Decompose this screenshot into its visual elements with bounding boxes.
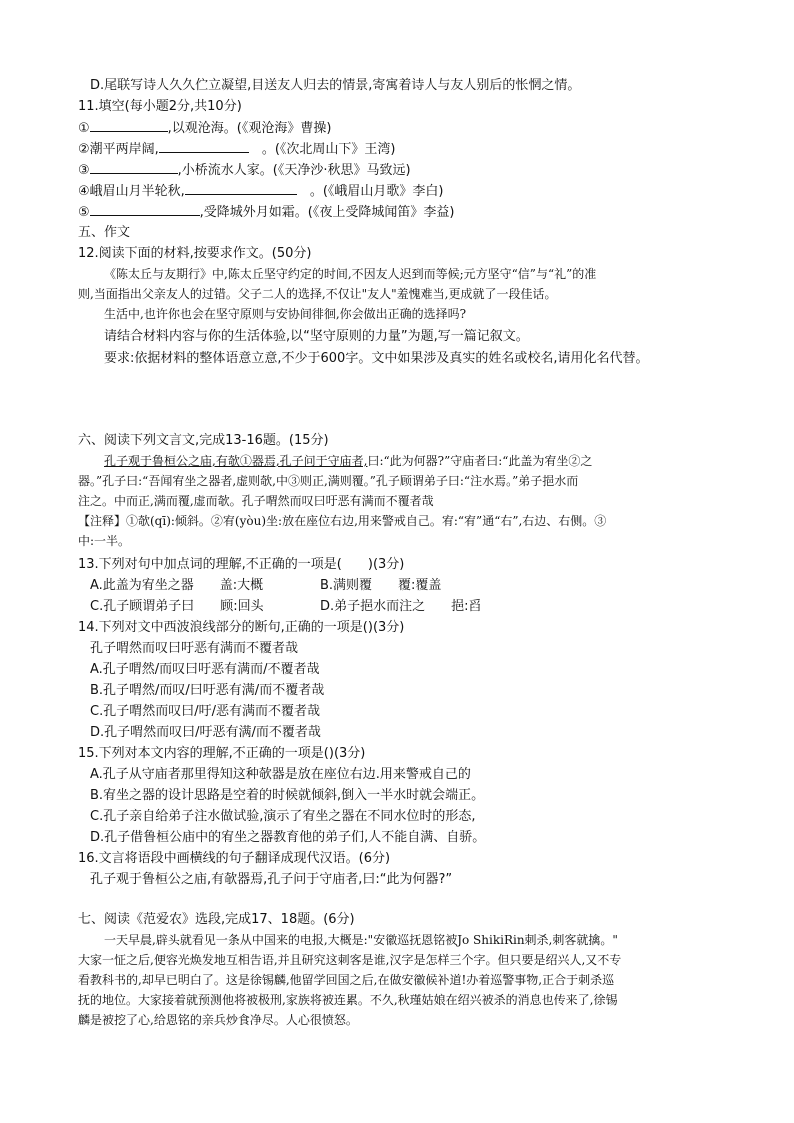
classical-text-line-1: 孔子观于鲁桓公之庙,有欹①器焉,孔子问于守庙者,曰:“此为何器?”守庙者曰:“此盖为宥坐②之 xyxy=(104,454,593,468)
q13-option-c: C.孔子顾谓弟子曰 顾:回头 xyxy=(90,599,264,614)
section-7-heading: 七、阅读《范爱农》选段,完成17、18题。(6分) xyxy=(78,912,355,927)
section-6-heading: 六、阅读下列文言文,完成13-16题。(15分) xyxy=(78,433,329,448)
q15-title: 15.下列对本文内容的理解,不正确的一项是()(3分) xyxy=(78,746,366,761)
q13-option-b: B.满则覆 覆:覆盖 xyxy=(320,578,442,593)
q15-option-a: A.孔子从守庙者那里得知这种欹器是放在座位右边.用来警戒自己的 xyxy=(90,767,471,782)
q13-option-a: A.此盖为宥坐之器 盖:大概 xyxy=(90,578,264,593)
q13-option-d: D.弟子挹水而注之 挹:舀 xyxy=(320,599,482,614)
answer-blank[interactable] xyxy=(90,161,178,174)
q14-option-b: B.孔子喟然/而叹/曰吁恶有满/而不覆者哉 xyxy=(90,683,325,698)
answer-blank[interactable] xyxy=(90,119,168,132)
q11-title: 11.填空(每小题2分,共10分) xyxy=(78,99,242,114)
passage-line-5: 麟是被挖了心,给恩铭的亲兵炒食净尽。人心很愤怒。 xyxy=(78,1013,358,1027)
q15-option-d: D.孔子借鲁桓公庙中的宥坐之器教育他的弟子们,人不能自满、自骄。 xyxy=(90,830,486,845)
answer-blank[interactable] xyxy=(185,182,297,195)
material-line-1: 《陈太丘与友期行》中,陈太丘坚守约定的时间,不因友人迟到而等候;元方坚守“信”与“礼”的准 xyxy=(104,267,597,281)
annotation-line-1: 【注释】①欹(qī):倾斜。②宥(yòu)坐:放在座位右边,用来警戒自己。宥:“宥”通“右”,右边、右侧。③ xyxy=(78,514,607,528)
material-line-3: 生活中,也许你也会在坚守原则与安协间徘徊,你会做出正确的选择吗? xyxy=(104,307,467,321)
q16-title: 16.文言将语段中画横线的句子翻译成现代汉语。(6分) xyxy=(78,851,391,866)
q15-option-c: C.孔子亲自给弟子注水做试验,演示了宥坐之器在不同水位时的形态, xyxy=(90,809,476,824)
q11-line-1: ① ,以观沧海。(《观沧海》曹操) xyxy=(78,121,332,136)
q11-line-2: ②潮平两岸阔, 。(《次北周山下》王湾) xyxy=(78,142,396,157)
q11-line-4: ④峨眉山月半轮秋, 。(《峨眉山月歌》李白) xyxy=(78,184,444,199)
material-line-2: 则,当面指出父亲友人的过错。父子二人的选择,不仅让"友人"羞愧难当,更成就了一段佳话。 xyxy=(78,287,557,301)
essay-requirements: 要求:依据材料的整体语意立意,不少于600字。文中如果涉及真实的姓名或校名,请用化名代替。 xyxy=(104,351,649,366)
q14-option-c: C.孔子喟然而叹曰/吁/恶有满而不覆者哉 xyxy=(90,704,320,719)
answer-blank[interactable] xyxy=(90,203,200,216)
passage-line-2: 大家一怔之后,便容光焕发地互相告语,并且研究这刺客是谁,汉字是怎样三个字。但只要是绍兴人,又不专 xyxy=(78,953,622,967)
passage-line-1: 一天早晨,辟头就看见一条从中国来的电报,大概是:"安徽巡抚恩铭被Jo ShikiRin刺杀,刺客就擒。" xyxy=(104,933,618,947)
q11-line-5: ⑤ ,受降城外月如霜。(《夜上受降城闻笛》李益) xyxy=(78,205,455,220)
q14-sentence: 孔子喟然而叹曰吁恶有满而不覆者哉 xyxy=(90,641,299,656)
q10-option-d: D.尾联写诗人久久伫立凝望,目送友人归去的情景,寄寓着诗人与友人别后的怅惘之情。 xyxy=(90,78,581,93)
q14-option-d: D.孔子喟然而叹曰/吁恶有满/而不覆者哉 xyxy=(90,725,321,740)
q13-title: 13.下列对句中加点词的理解,不正确的一项是( )(3分) xyxy=(78,557,405,572)
annotation-line-2: 中:一半。 xyxy=(78,534,131,548)
q12-title: 12.阅读下面的材料,按要求作文。(50分) xyxy=(78,246,312,261)
classical-text-line-3: 注之。中而正,满而覆,虚而欹。孔子喟然而叹曰吁恶有满而不覆者哉 xyxy=(78,494,434,508)
q14-title: 14.下列对文中西波浪线部分的断句,正确的一项是()(3分) xyxy=(78,620,405,635)
section-5-heading: 五、作文 xyxy=(78,225,131,240)
passage-line-4: 抚的地位。大家接着就预测他将被极刑,家族将被连累。不久,秋瑾姑娘在绍兴被杀的消息也传来了,徐锡 xyxy=(78,993,618,1007)
classical-text-line-2: 器。”孔子曰:“吾闻宥坐之器者,虚则欹,中③则正,满则覆。”孔子顾谓弟子曰:“注水焉。”弟子挹水而 xyxy=(78,474,579,488)
q15-option-b: B.宥坐之器的设计思路是空着的时候就倾斜,倒入一半水时就会端正。 xyxy=(90,788,485,803)
q16-sentence: 孔子观于鲁桓公之庙,有欹器焉,孔子问于守庙者,曰:“此为何器?” xyxy=(90,872,453,887)
passage-line-3: 看教科书的,却早已明白了。这是徐锡麟,他留学回国之后,在做安徽候补道!办着巡警事物,正合于刺杀巡 xyxy=(78,973,615,987)
q11-line-3: ③ ,小桥流水人家。(《天净沙·秋思》马致远) xyxy=(78,163,411,178)
q14-option-a: A.孔子喟然/而叹曰吁恶有满而/不覆者哉 xyxy=(90,662,320,677)
essay-prompt: 请结合材料内容与你的生活体验,以“坚守原则的力量”为题,写一篇记叙文。 xyxy=(104,329,529,344)
answer-blank[interactable] xyxy=(159,140,249,153)
underlined-sentence: 孔子观于鲁桓公之庙,有欹①器焉,孔子问于守庙者, xyxy=(104,454,368,468)
